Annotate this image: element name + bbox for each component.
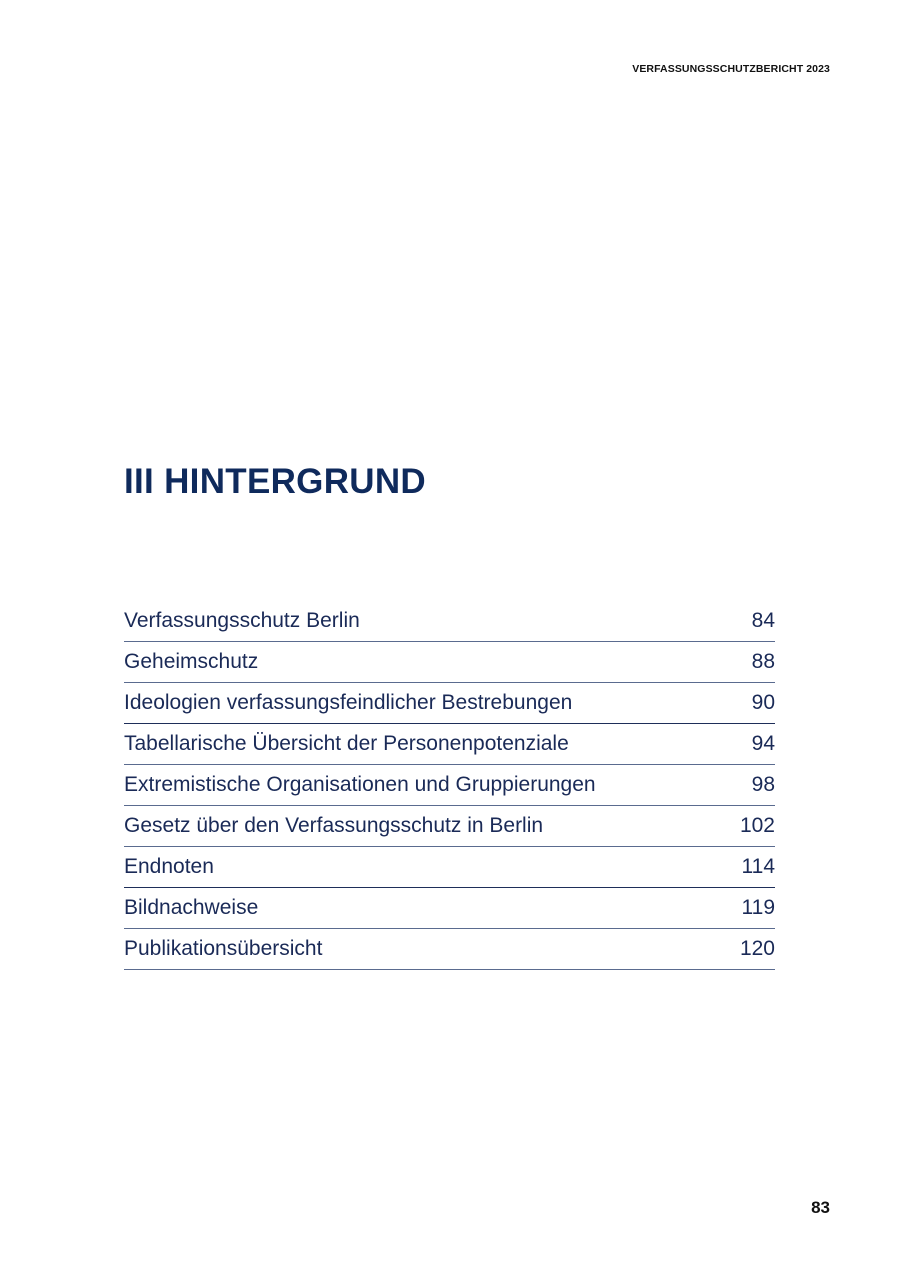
toc-entry-page: 88 xyxy=(751,650,775,673)
page-number: 83 xyxy=(811,1198,830,1217)
toc-entry[interactable] xyxy=(124,683,775,724)
toc-entry-label: Extremistische Organisationen und Gruppierungen xyxy=(124,773,596,796)
running-head: VERFASSUNGSSCHUTZBERICHT 2023 xyxy=(632,63,830,75)
toc-entry-page: 114 xyxy=(741,855,775,878)
toc-entry-label: Bildnachweise xyxy=(124,896,259,919)
toc-entry[interactable] xyxy=(124,929,775,970)
toc-entry-page: 94 xyxy=(751,732,775,755)
toc-entry-label: Tabellarische Übersicht der Personenpotenziale xyxy=(124,732,569,755)
toc-entry-page: 84 xyxy=(751,609,775,632)
toc-entry-page: 120 xyxy=(739,937,775,960)
toc-entry-label: Geheimschutz xyxy=(124,650,259,673)
toc-entry-label: Ideologien verfassungsfeindlicher Bestrebungen xyxy=(124,691,573,714)
toc-entry-label: Endnoten xyxy=(124,855,214,878)
toc-entry-label: Publikationsübersicht xyxy=(124,937,323,960)
toc-entry-label: Gesetz über den Verfassungsschutz in Berlin xyxy=(124,814,544,837)
toc-entry-label: Verfassungsschutz Berlin xyxy=(124,609,360,632)
toc-entry-page: 119 xyxy=(741,896,775,919)
toc-entry[interactable] xyxy=(124,888,775,929)
toc-entry[interactable] xyxy=(124,806,775,847)
toc-entry-page: 90 xyxy=(751,691,775,714)
chapter-title: III HINTERGRUND xyxy=(124,462,426,501)
toc-entry[interactable] xyxy=(124,847,775,888)
toc-entry[interactable] xyxy=(124,642,775,683)
toc-entry-page: 98 xyxy=(751,773,775,796)
table-of-contents xyxy=(124,600,775,970)
toc-entry-page: 102 xyxy=(739,814,775,837)
toc-entry[interactable] xyxy=(124,600,775,642)
toc-entry[interactable] xyxy=(124,724,775,765)
toc-entry[interactable] xyxy=(124,765,775,806)
